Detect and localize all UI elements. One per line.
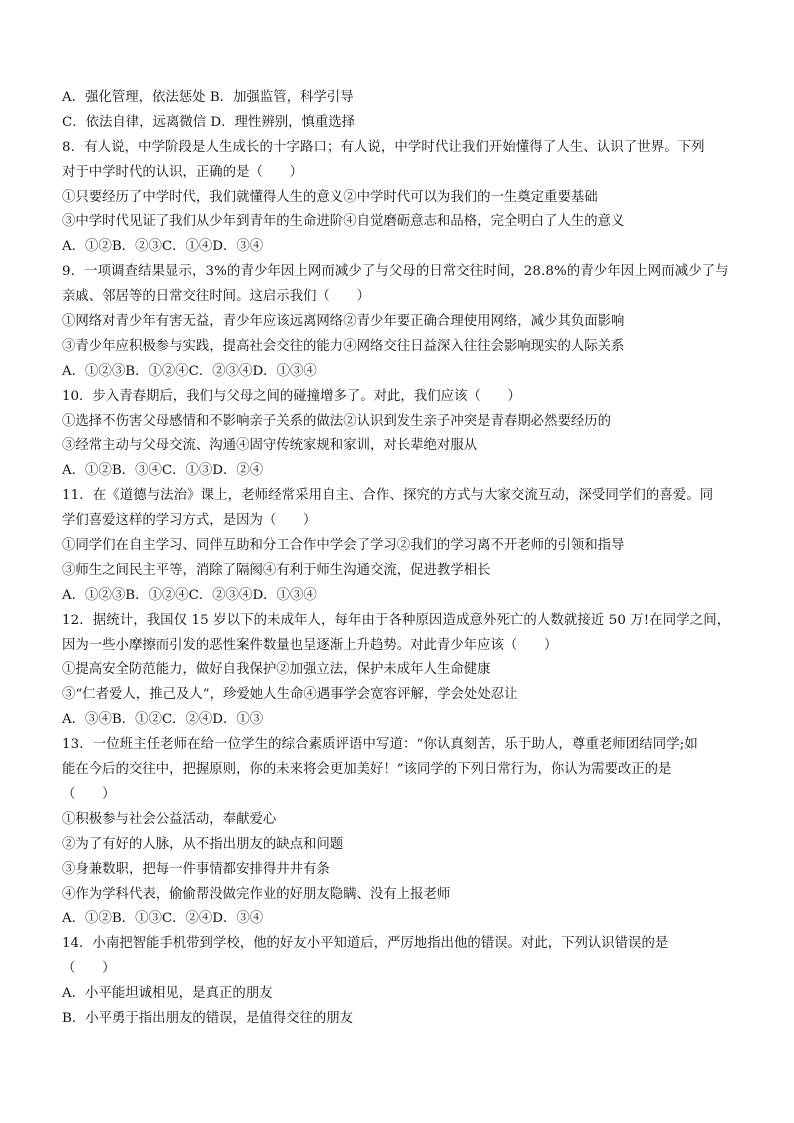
question-12-stem-cont: 因为一些小摩擦而引发的恶性案件数量也呈逐渐上升趋势。对此青少年应该（ ） <box>62 637 558 653</box>
statement-line: ①提高安全防范能力，做好自我保护②加强立法，保护未成年人生命健康 <box>62 662 491 678</box>
question-11-stem: 11．在《道德与法治》课上，老师经常采用自主、合作、探究的方式与大家交流互动，深受同学们的喜爱。同 <box>62 488 714 504</box>
statement-line: ①只要经历了中学时代，我们就懂得人生的意义②中学时代可以为我们的一生奠定重要基础 <box>62 189 598 205</box>
question-11-stem-cont: 学们喜爱这样的学习方式，是因为（ ） <box>62 513 317 529</box>
question-10-stem: 10．步入青春期后，我们与父母之间的碰撞增多了。对此，我们应该（ ） <box>62 388 521 404</box>
question-9-stem: 9．一项调查结果显示，3%的青少年因上网而减少了与父母的日常交往时间，28.8%的青少年因上网而减少了与 <box>62 264 729 280</box>
statement-line: ③“仁者爱人，推己及人”，珍爱她人生命④遇事学会宽容评解，学会处处忍让 <box>62 687 518 703</box>
option-line: A．①②B．②③C．①④D．③④ <box>62 239 264 255</box>
option-line: C．依法自律，远离微信 D．理性辨别，慎重选择 <box>62 114 356 130</box>
statement-line: ③青少年应积极参与实践，提高社会交往的能力④网络交往日益深入往往会影响现实的人际关系 <box>62 338 625 354</box>
question-8-stem: 8．有人说，中学阶段是人生成长的十字路口；有人说，中学时代让我们开始懂得了人生、认识了世界。下列 <box>62 139 705 155</box>
exam-page <box>62 86 742 1032</box>
statement-line: ③身兼数职，把每一件事情都安排得井井有条 <box>62 861 330 877</box>
question-12-stem: 12．据统计，我国仅 15 岁以下的未成年人，每年由于各种原因造成意外死亡的人数就接近 50 万!在同学之间， <box>62 612 731 628</box>
question-9-stem-cont: 亲戚、邻居等的日常交往时间。这启示我们（ ） <box>62 289 370 305</box>
statement-line: ③师生之间民主平等，消除了隔阂④有利于师生沟通交流，促进教学相长 <box>62 562 491 578</box>
answer-blank: （ ） <box>62 961 116 977</box>
statement-line: ④作为学科代表，偷偷帮没做完作业的好朋友隐瞒、没有上报老师 <box>62 886 451 902</box>
question-14-stem: 14．小南把智能手机带到学校，他的好友小平知道后，严厉地指出他的错误。对此，下列认识错误的是 <box>62 936 669 952</box>
option-line: A．强化管理，依法惩处 B．加强监管，科学引导 <box>62 90 354 105</box>
statement-line: ①网络对青少年有害无益，青少年应该远离网络②青少年要正确合理使用网络，减少其负面影响 <box>62 314 625 330</box>
statement-line: ③经常主动与父母交流、沟通④固守传统家规和家训，对长辈绝对服从 <box>62 438 478 454</box>
statement-line: ①同学们在自主学习、同伴互助和分工合作中学会了学习②我们的学习离不开老师的引领和指导 <box>62 538 625 554</box>
statement-line: ③中学时代见证了我们从少年到青年的生命进阶④自觉磨砺意志和品格，完全明白了人生的意义 <box>62 214 625 230</box>
statement-line: ②为了有好的人脉，从不指出朋友的缺点和问题 <box>62 836 344 852</box>
question-13-stem-cont: 能在今后的交往中，把握原则，你的未来将会更加美好！”该同学的下列日常行为，你认为需要改正的是 <box>62 762 672 778</box>
statement-line: ①积极参与社会公益活动，奉献爱心 <box>62 811 277 827</box>
statement-line: ①选择不伤害父母感情和不影响亲子关系的做法②认识到发生亲子冲突是青春期必然要经历的 <box>62 413 612 429</box>
option-line: A．①②B．①③C．②④D．③④ <box>62 911 264 927</box>
option-line: A．①②③B．①②④C．②③④D．①③④ <box>62 587 317 603</box>
option-line: A．①②B．③④C．①③D．②④ <box>62 463 264 479</box>
option-line: A．①②③B．①②④C．②③④D．①③④ <box>62 363 317 379</box>
answer-blank: （ ） <box>62 786 116 802</box>
option-line: A．③④B．①②C．②④D．①③ <box>62 712 264 728</box>
option-line: A．小平能坦诚相见，是真正的朋友 <box>62 986 273 1002</box>
option-line: B．小平勇于指出朋友的错误，是值得交往的朋友 <box>62 1010 354 1026</box>
question-13-stem: 13．一位班主任老师在给一位学生的综合素质评语中写道：“你认真刻苦，乐于助人，尊重老师团结同学;如 <box>62 737 698 753</box>
question-8-stem-cont: 对于中学时代的认识，正确的是（ ） <box>62 164 304 180</box>
